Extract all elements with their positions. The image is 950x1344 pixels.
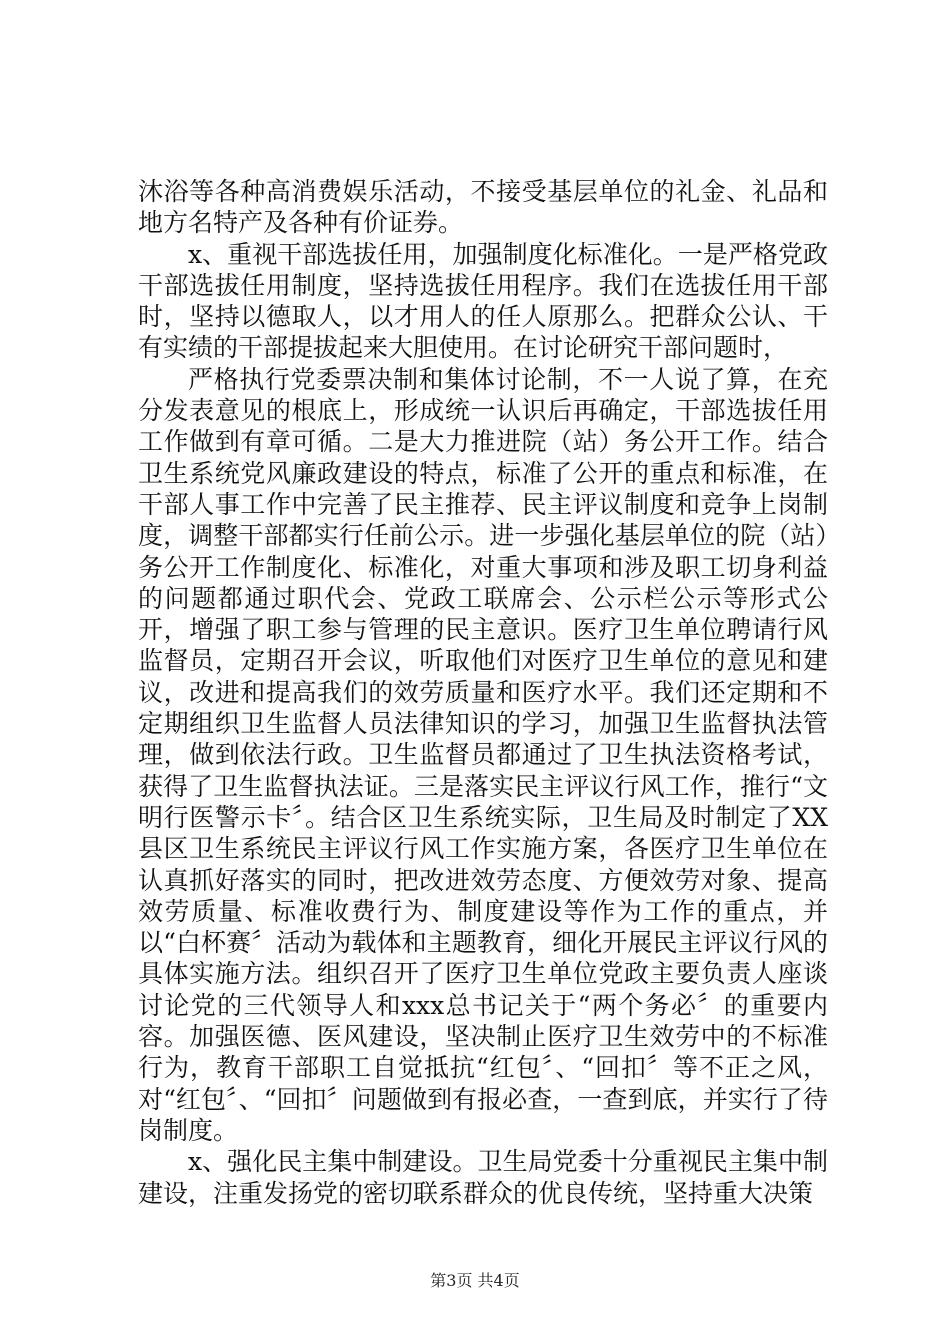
paragraph-3: 严格执行党委票决制和集体讨论制，不一人说了算，在充分发表意见的根底上，形成统一认识后再确定，干部选拔任用工作做到有章可循。二是大力推进院（站）务公开工作。结合卫生系统党风廉政建设的特点，标准了公开的重点和标准，在干部人事工作中完善了民主推荐、民主评议制度和竞争上岗制度，调整干部都实行任前公示。进一步强化基层单位的院（站）务公开工作制度化、标准化，对重大事项和涉及职工切身利益的问题都通过职代会、党政工联席会、公示栏公示等形式公开，增强了职工参与管理的民主意识。医疗卫生单位聘请行风监督员，定期召开会议，听取他们对医疗卫生单位的意见和建议，改进和提高我们的效劳质量和医疗水平。我们还定期和不定期组织卫生监督人员法律知识的学习，加强卫生监督执法管理，做到依法行政。卫生监督员都通过了卫生执法资格考试，获得了卫生监督执法证。三是落实民主评议行风工作，推行“文明行医警示卡〞。结合区卫生系统实际，卫生局及时制定了XX县区卫生系统民主评议行风工作实施方案，各医疗卫生单位在认真抓好落实的同时，把改进效劳态度、方便效劳对象、提高效劳质量、标准收费行为、制度建设等作为工作的重点，并以“白杯赛〞活动为载体和主题教育，细化开展民主评议行风的具体实施方法。组织召开了医疗卫生单位党政主要负责人座谈讨论党的三代领导人和xxx总书记关于“两个务必〞的重要内容。加强医德、医风建设，坚决制止医疗卫生效劳中的不标准行为，教育干部职工自觉抵抗“红包〞、“回扣〞等不正之风，对“红包〞、“回扣〞问题做到有报必查，一查到底，并实行了待岗制度。 [138,364,828,1145]
paragraph-1: 沐浴等各种高消费娱乐活动，不接受基层单位的礼金、礼品和地方名特产及各种有价证券。 [138,177,828,238]
document-body [138,176,828,1209]
paragraph-4: x、强化民主集中制建设。卫生局党委十分重视民主集中制建设，注重发扬党的密切联系群众的优良传统，坚持重大决策 [138,1147,828,1208]
paragraph-2: x、重视干部选拔任用，加强制度化标准化。一是严格党政干部选拔任用制度，坚持选拔任用程序。我们在选拔任用干部时，坚持以德取人，以才用人的任人原那么。把群众公认、干有实绩的干部提拔起来大胆使用。在讨论研究干部问题时， [138,239,828,363]
page-number-footer: 第3页 共4页 [430,1271,520,1290]
